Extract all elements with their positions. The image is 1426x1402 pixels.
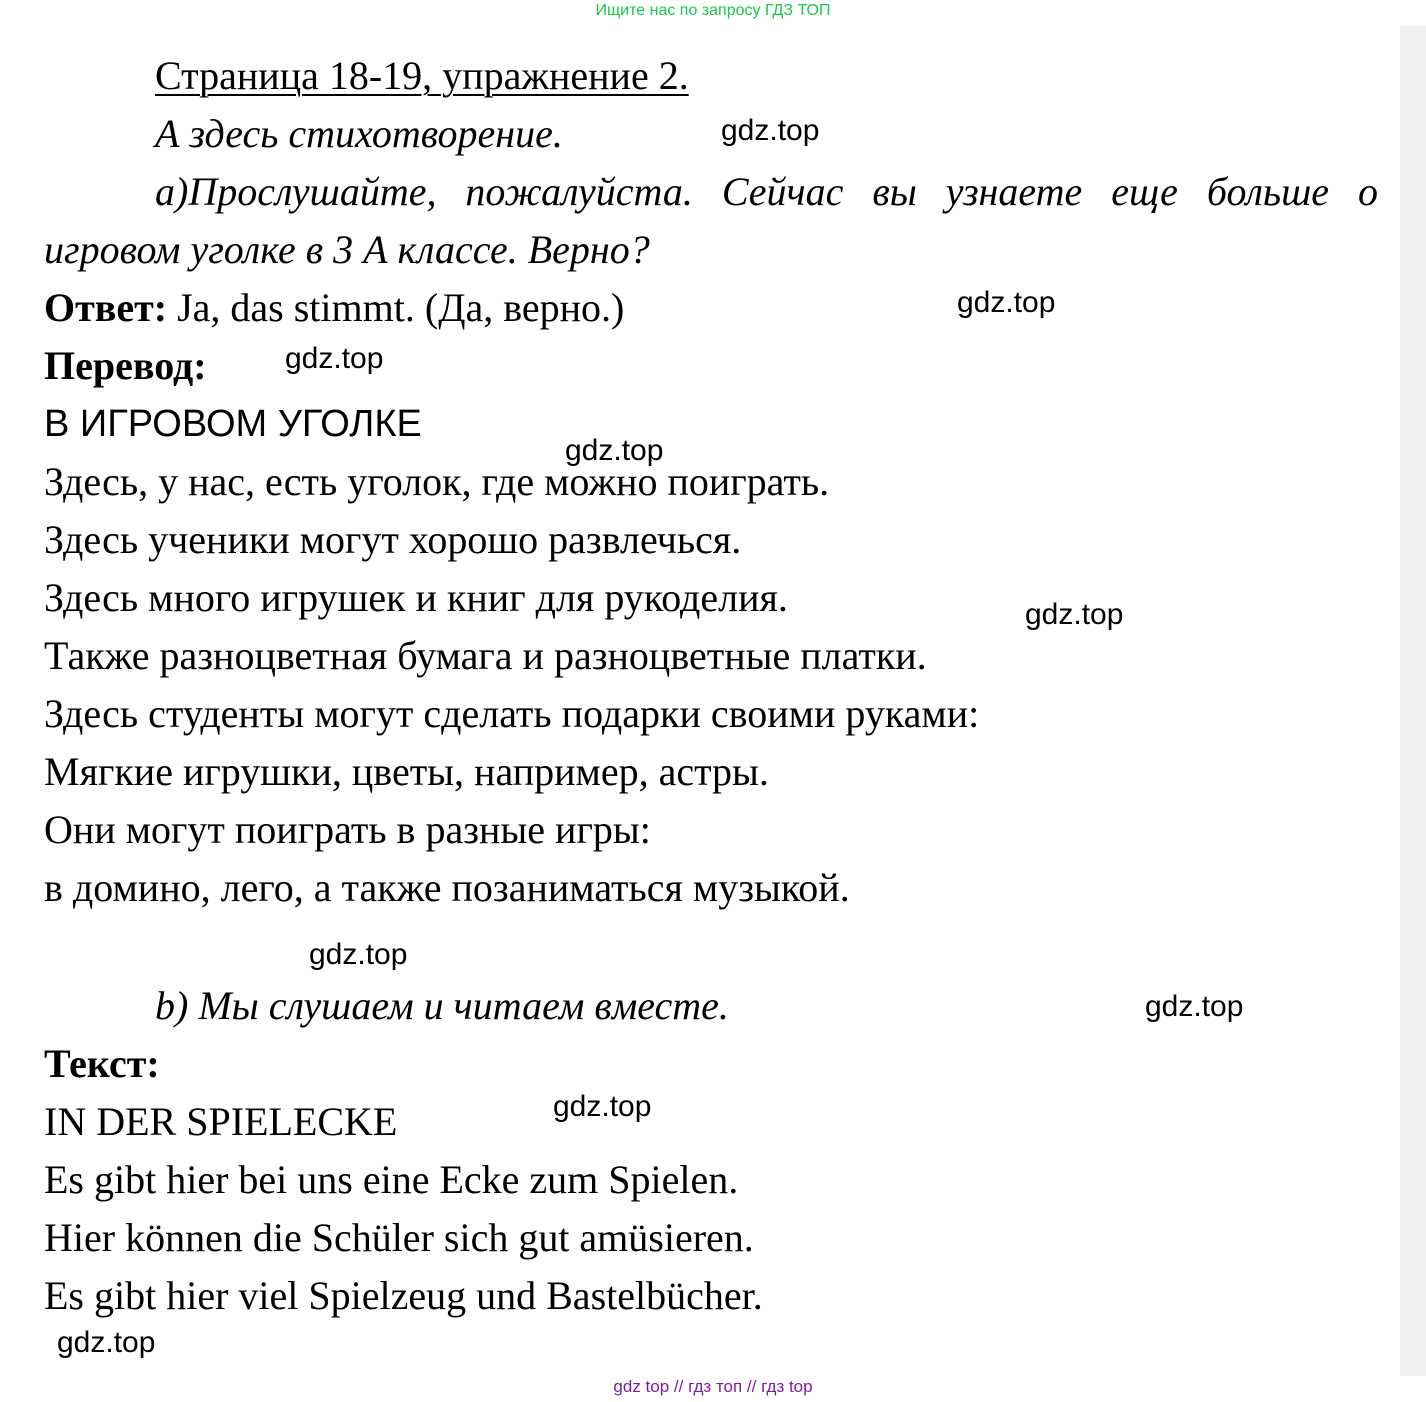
translation-line: Здесь студенты могут сделать подарки своими руками: [44,691,980,736]
intro-text: А здесь стихотворение. [155,111,563,156]
answer-line [44,284,624,332]
translation-line: Здесь, у нас, есть уголок, где можно поиграть. [44,459,830,504]
watermark: gdz.top [1145,990,1244,1023]
translation-line: Здесь ученики могут хорошо развлечься. [44,517,742,562]
text-line: Hier können die Schüler sich gut amüsieren. [44,1215,754,1260]
watermark: gdz.top [553,1090,652,1123]
task-b: b) Мы слушаем и читаем вместе. [155,983,729,1028]
task-a-line-2: игровом уголке в 3 А классе. Верно? [44,227,650,272]
text-line: Es gibt hier bei uns eine Ecke zum Spielen. [44,1157,739,1202]
translation-line: Мягкие игрушки, цветы, например, астры. [44,749,769,794]
watermark: gdz.top [309,938,408,971]
watermark: gdz.top [957,286,1056,319]
translation-line: Также разноцветная бумага и разноцветные платки. [44,633,927,678]
text-title: IN DER SPIELECKE [44,1099,398,1144]
watermark: gdz.top [565,434,664,467]
text-label: Текст: [44,1041,160,1086]
translation-line: Здесь много игрушек и книг для рукоделия. [44,575,788,620]
page-title: Страница 18-19, упражнение 2. [155,53,689,98]
translation-title: В ИГРОВОМ УГОЛКЕ [44,403,422,445]
answer-label: Ответ: [44,285,168,330]
watermark: gdz.top [1025,598,1124,631]
watermark: gdz.top [721,114,820,147]
watermark: gdz.top [285,342,384,375]
translation-label: Перевод: [44,343,207,388]
watermark: gdz.top [57,1326,156,1359]
text-line: Es gibt hier viel Spielzeug und Bastelbücher. [44,1273,763,1318]
top-banner[interactable]: Ищите нас по запросу ГДЗ ТОП [595,2,831,19]
task-a-line-1: а)Прослушайте, пожалуйста. Сейчас вы узнаете еще больше о [155,169,1378,214]
translation-line: в домино, лего, а также позаниматься музыкой. [44,865,850,910]
footer-links[interactable]: gdz top // гдз топ // гдз top [613,1377,813,1396]
answer-text: Ja, das stimmt. (Да, верно.) [167,285,625,330]
scrollbar[interactable] [1400,26,1426,1376]
translation-line: Они могут поиграть в разные игры: [44,807,651,852]
